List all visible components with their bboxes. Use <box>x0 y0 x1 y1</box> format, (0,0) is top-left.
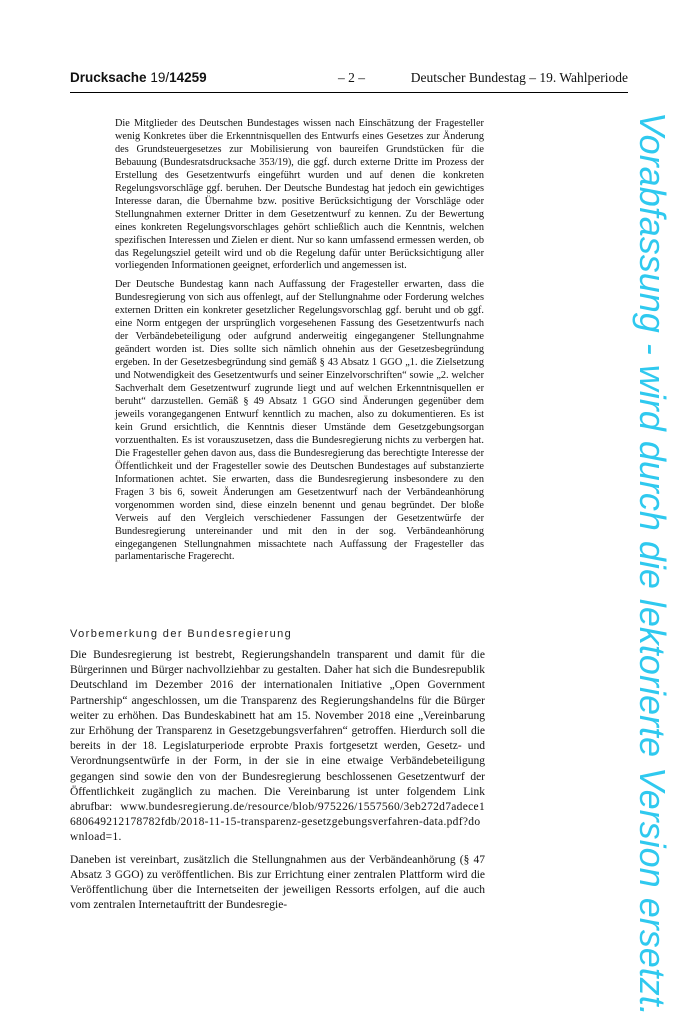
remarks-paragraph: Daneben ist vereinbart, zusätzlich die Stellungnahmen aus der Verbändeanhörung (§ 47 Absatz 3 GGO) zu veröffentlichen. Bis zur Errichtung einer zentralen Plattform wird die Veröffentlichung über die Internetseiten der jeweiligen Ressorts erfolgen, auf die auch vom zentralen Internetauftritt der Bundesregie- <box>70 853 485 912</box>
document-number-prefix: 19/ <box>150 70 170 85</box>
remarks-paragraph <box>70 648 485 846</box>
document-label: Drucksache <box>70 70 147 85</box>
institution-label: Deutscher Bundestag – 19. Wahlperiode <box>410 70 628 85</box>
question-preamble <box>115 118 484 570</box>
preamble-paragraph: Die Mitglieder des Deutschen Bundestages wissen nach Einschätzung der Fragesteller wenig Konkretes über die Erkenntnisquellen des Entwurfs eines Gesetzes zur Änderung des Grundsteuergesetzes zur Mobilisierung von baureifen Grundstücken für die Bebauung (Bundesratsdrucksache 353/19), die ggf. durch externe Dritte im Prozess der Erstellung des Gesetzentwurfs eingeführt wurden und auf denen die konkreten Regelungsvorschläge ggf. beruhen. Der Deutsche Bundestag hat jedoch ein gewichtiges Interesse daran, die Übernahme bzw. positive Berücksichtigung der Vorschläge oder Stellungnahmen externer Dritter in dem Gesetzentwurf zu kennen. Zu der Bewertung eines konkreten Regelungsvorschlages gehört schließlich auch die Kenntnis, welchen spezifischen Interessen und Zielen er dient. Nur so kann umfassend ermessen werden, ob das Regelungsziel geteilt wird und ob die Regelung dafür unter Berücksichtigung aller vorliegenden Informationen geeignet, erforderlich und angemessen ist. <box>115 118 484 272</box>
draft-watermark: Vorabfassung - wird durch die lektorierte Version ersetzt. <box>632 112 673 1016</box>
section-heading: Vorbemerkung der Bundesregierung <box>70 628 293 640</box>
page-header <box>70 70 628 93</box>
remarks-text: Die Bundesregierung ist bestrebt, Regierungshandeln transparent und damit für die Bürgerinnen und Bürger nachvollziehbar zu gestalten. Daher hat sich die Bundesrepublik Deutschland im Dezember 2016 der internationalen Initiative „Open Government Partnership“ angeschlossen, um die Transparenz des Regierungshandelns für die Bürger weiter zu erhöhen. Das Bundeskabinett hat am 15. November 2018 eine „Vereinbarung zur Erhöhung der Transparenz in Gesetzgebungsverfahren“ getroffen. Hierdurch soll die bereits in der 18. Legislaturperiode erprobte Praxis fortgesetzt werden, Gesetz- und Verordnungsentwürfe in der Form, in der sie in eine etwaige Verbändebeteiligung gegangen sind sowie den von der Bundesregierung beschlossenen Gesetzentwurf der Öffentlichkeit zugänglich zu machen. Die Vereinbarung ist unter folgendem Link abrufbar: <box>70 649 485 814</box>
government-remarks <box>70 648 485 920</box>
preamble-paragraph: Der Deutsche Bundestag kann nach Auffassung der Fragesteller erwarten, dass die Bundesregierung von sich aus offenlegt, auf der Stellungnahme oder Forderung welches externen Dritten ein konkreter gesetzlicher Regelungsvorschlag ggf. beruht und ob ggf. eine Norm entgegen der ursprünglich vorgesehenen Fassung des Gesetzentwurfs nach der Verbändebeteiligung oder aufgrund anderweitig eingegangener Stellungnahme geändert worden ist. Dies sollte sich nämlich ohnehin aus der Gesetzesbegründung ergeben. In der Gesetzesbegründung sind gemäß § 43 Absatz 1 GGO „1. die Zielsetzung und Notwendigkeit des Gesetzentwurfs und seiner Einzelvorschriften“ sowie „2. welcher Sachverhalt dem Gesetzentwurf zugrunde liegt und auf welchen Erkenntnisquellen er beruht“ darzustellen. Gemäß § 49 Absatz 1 GGO sind Änderungen gegenüber dem jeweils vorangegangenen Entwurf kenntlich zu machen, also zu dokumentieren. Es ist kein Grund ersichtlich, die Kenntnis dieser Umstände dem Gesetzgebungsorgan vorzuenthalten. Es ist vorauszusetzen, dass die Bundesregierung nichts zu verbergen hat. Die Fragesteller gehen davon aus, dass die Bundesregierung das berechtigte Interesse der Öffentlichkeit und der Fragesteller sowie des Deutschen Bundestages auf substanzierte Informationen achtet. Sie erwarten, dass die Bundesregierung insbesondere zu den Fragen 3 bis 6, soweit Änderungen am Gesetzentwurf nach der Verbändeanhörung vorgenommen worden sind, diese einzeln benennt und genau begründet. Der bloße Verweis auf den Vergleich verschiedener Fassungen der Gesetzentwürfe der Bundesregierung untereinander und mit den in der sog. Verbändeanhörung eingegangenen Stellungnahmen missachtete nach Auffassung der Fragesteller das parlamentarische Fragerecht. <box>115 279 484 563</box>
link-text: www.bundesregierung.de/resource/blob/975226/1557560/3eb272d7adece1680649212178782fdb/2018-11-15-transparenz-gesetzgebungsverfahren-data.pdf?download=1. <box>70 801 485 844</box>
document-number <box>70 70 207 86</box>
page-number: – 2 – <box>338 70 365 85</box>
document-number-value: 14259 <box>169 70 207 85</box>
